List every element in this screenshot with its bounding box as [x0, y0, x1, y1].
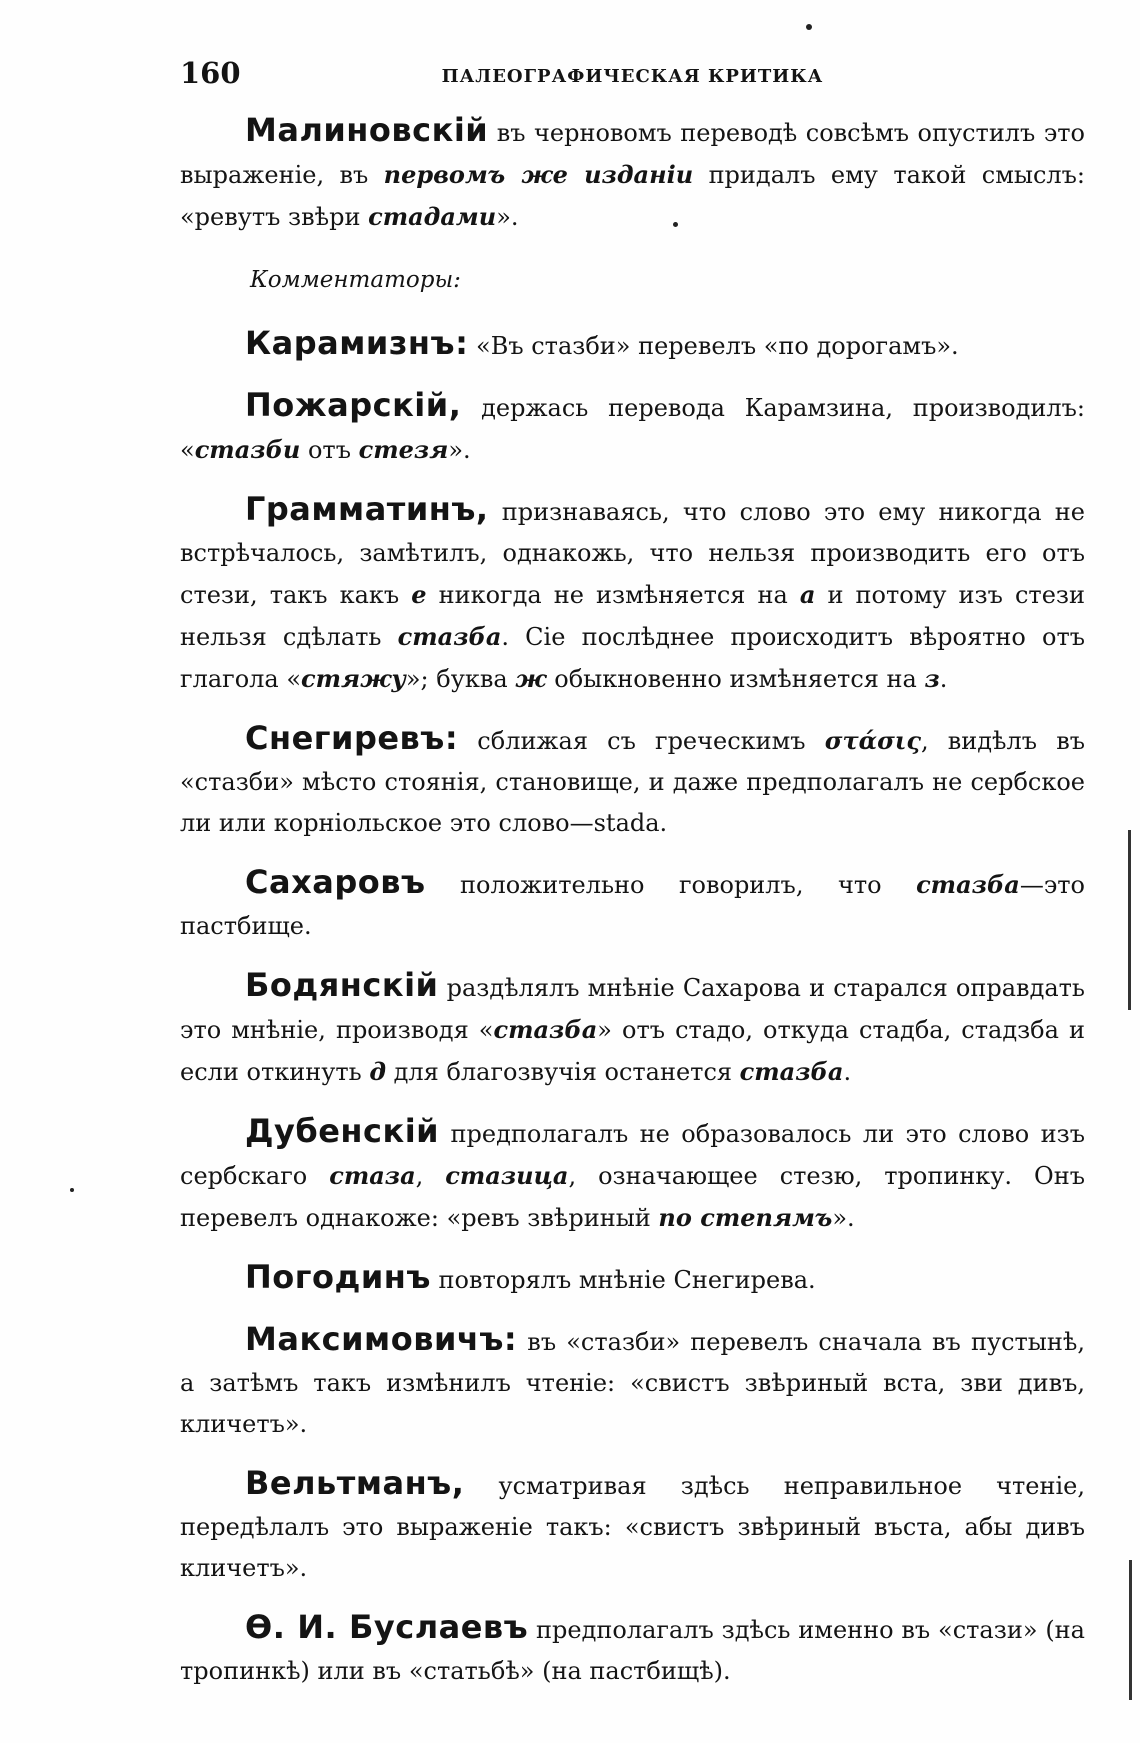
italic-term: по степямъ	[658, 1203, 833, 1232]
entry-paragraph	[180, 965, 1085, 1093]
text-run: въ «стазби» перевелъ сначала въ пустынѣ, а затѣмъ такъ измѣнилъ чтеніе: «свистъ звѣриный вста, зви дивъ, кличетъ».	[180, 1328, 1085, 1438]
scan-speck	[70, 1188, 74, 1192]
text-run: отъ	[300, 436, 359, 464]
entry-paragraph	[180, 862, 1085, 947]
author-name: Максимовичъ:	[245, 1320, 518, 1358]
page-header	[180, 52, 1085, 96]
italic-term: стаза	[329, 1161, 416, 1190]
author-name: Малиновскій	[245, 111, 489, 149]
italic-term: з	[924, 664, 940, 693]
author-name: Дубенскій	[245, 1112, 440, 1150]
text-run: ».	[496, 203, 519, 231]
author-name: Сахаровъ	[245, 863, 426, 901]
italic-term: стяжу	[301, 664, 406, 693]
scan-speck	[806, 24, 812, 30]
entry-paragraph	[180, 1463, 1085, 1589]
italic-term: е	[411, 580, 427, 609]
italic-term: первомъ же изданіи	[383, 160, 694, 189]
text-run: и потому изъ стези нельзя сдѣлать	[180, 581, 1085, 651]
entry-paragraph	[180, 1111, 1085, 1239]
entry-paragraph	[180, 385, 1085, 471]
author-name: Карамизнъ:	[245, 324, 469, 362]
author-name: Снегиревъ:	[245, 719, 459, 757]
italic-term: στάσις	[824, 726, 921, 755]
italic-term: стазба	[916, 870, 1020, 899]
text-run: предполагалъ не образовалось ли это слово изъ сербскаго	[180, 1120, 1085, 1190]
text-run: »; буква	[405, 665, 516, 693]
italic-term: д	[369, 1057, 387, 1086]
text-run: признаваясь, что слово это ему никогда не встрѣчалось, замѣтилъ, однакожь, что нельзя производить его отъ стези, такъ какъ	[180, 498, 1085, 609]
entry-paragraph	[180, 489, 1085, 700]
italic-term: стазба	[397, 622, 502, 651]
text-run: —это пастбище.	[180, 871, 1085, 940]
text-run: усматривая здѣсь неправильное чтеніе, передѣлалъ это выраженіе такъ: «свистъ звѣриный въста, абы дивъ кличетъ».	[180, 1472, 1085, 1582]
entry-paragraph	[180, 110, 1085, 238]
text-run: придалъ ему такой смыслъ: «ревутъ звѣри	[180, 161, 1086, 231]
section-heading: Комментаторы:	[250, 267, 461, 293]
author-name: Вельтманъ,	[245, 1464, 465, 1502]
text-run: повторялъ мнѣніе Снегирева.	[430, 1266, 816, 1294]
italic-term: а	[799, 580, 816, 609]
text-run: » отъ стадо, откуда стадба, стадзба и если откинуть	[180, 1016, 1086, 1086]
text-run: «Въ стазби» перевелъ «по дорогамъ».	[468, 332, 959, 360]
text-run: никогда не измѣняется на	[426, 581, 800, 609]
italic-term: стезя	[358, 435, 449, 464]
text-run: , означающее стезю, тропинку. Онъ перевелъ однакоже: «ревъ звѣриный	[180, 1162, 1085, 1232]
italic-term: стазба	[493, 1015, 598, 1044]
author-name: Погодинъ	[245, 1258, 431, 1296]
author-name: Пожарскій,	[245, 386, 462, 424]
page-edge-line	[1128, 830, 1131, 1010]
running-title: ПАЛЕОГРАФИЧЕСКАЯ КРИТИКА	[441, 66, 824, 87]
author-name: Грамматинъ,	[245, 490, 489, 528]
author-name: Ѳ. И. Буслаевъ	[245, 1608, 529, 1646]
entry-paragraph	[180, 718, 1085, 844]
text-run: ».	[832, 1204, 855, 1232]
entry-paragraph	[180, 1257, 1085, 1301]
italic-term: стазби	[194, 435, 301, 464]
page-edge-line	[1129, 1560, 1132, 1700]
text-run: для благозвучія останется	[386, 1058, 740, 1086]
text-run: положительно говорилъ, что	[425, 871, 917, 899]
text-run: .	[843, 1058, 852, 1086]
entry-paragraph	[180, 323, 1085, 367]
text-run: . Сіе послѣднее происходитъ вѣроятно отъ глагола «	[180, 623, 1086, 693]
text-run: раздѣлялъ мнѣніе Сахарова и старался оправдать это мнѣніе, производя «	[180, 974, 1085, 1044]
italic-term: стазба	[739, 1057, 844, 1086]
entry-paragraph	[180, 1607, 1085, 1692]
text-run: въ черновомъ переводѣ совсѣмъ опустилъ это выраженіе, въ	[180, 119, 1085, 189]
author-name: Бодянскій	[245, 966, 439, 1004]
entry-paragraph	[180, 1319, 1085, 1445]
page-number: 160	[180, 56, 241, 90]
page-body	[180, 110, 1085, 1710]
text-run: ».	[448, 436, 471, 464]
italic-term: ж	[515, 664, 547, 693]
text-run: предполагалъ здѣсь именно въ «стази» (на тропинкѣ) или въ «статьбѣ» (на пастбищѣ).	[180, 1616, 1085, 1685]
text-run: держась перевода Карамзина, производилъ: «	[180, 394, 1085, 464]
italic-term: стадами	[368, 202, 497, 231]
scan-speck	[673, 222, 678, 227]
italic-term: стазица	[445, 1161, 569, 1190]
text-run: ,	[415, 1162, 446, 1190]
text-run: сближая съ греческимъ	[458, 727, 825, 755]
text-run: , видѣлъ въ «стазби» мѣсто стоянія, становище, и даже предполагалъ не сербское ли или корніольское это слово—stada.	[180, 727, 1085, 837]
text-run: обыкновенно измѣняется на	[546, 665, 925, 693]
text-run: .	[939, 665, 948, 693]
